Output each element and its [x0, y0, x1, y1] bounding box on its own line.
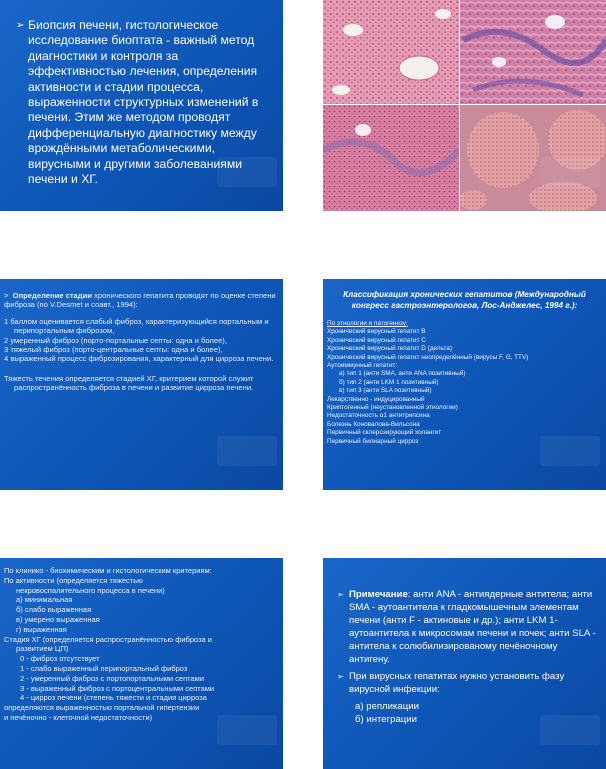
slide-classification — [323, 279, 606, 490]
list-item: Стадия ХГ (определяется распространённостью фиброза и — [4, 634, 212, 644]
slide-criteria — [0, 558, 283, 769]
list-item: 0 - фиброз отсутствует — [20, 654, 100, 664]
intro-bold: Определение стадии — [12, 291, 92, 300]
phase-paragraph — [337, 670, 596, 696]
criteria-list — [4, 566, 279, 723]
list-item: развитием ЦП) — [16, 644, 69, 654]
histology-image-bottom-left — [323, 105, 459, 211]
bullet-arrow-icon: ➢ — [337, 672, 344, 681]
list-item: 1 - слабо выраженный перипортальный фиброз — [20, 663, 188, 673]
note-rest: : анти ANA - антиядерные антитела; анти SMA - аутоантитела к гладкомышечным элементам печени (анти F - актиновые и др.); анти LKM 1- аутоантитела к микросомам печени и почек; анти SLA - антитела к солюбилизированому печёночному антигену. — [349, 589, 596, 665]
histology-collage — [323, 0, 606, 211]
histology-image-top-left — [323, 0, 459, 104]
fibrosis-item: 2 умеренный фиброз (порто-портальные септы: одна и более), — [4, 335, 227, 345]
fibrosis-item: 4 выраженный процесс фиброзирования, характерный для цирроза печени. — [4, 354, 274, 364]
list-item: в) умерено выраженная — [16, 614, 100, 624]
note-content — [337, 588, 596, 726]
list-item: и печёночно - клеточной недостаточности) — [4, 712, 153, 722]
note-paragraph — [337, 588, 596, 666]
bullet-arrow-icon: ➢ — [16, 20, 25, 31]
biopsy-text: Биопсия печени, гистологическое исследование биоптата - важный метод диагностики и контроля за эффективностью лечения, определения активности и стадии процесса, выраженности структурных изменений в печени. Этим же методом проводят дифференциальную диагностику между врождёнными метаболическими, вирусными и другими заболеваниями печени и ХГ. — [28, 18, 259, 187]
list-item: некровоспалительного процесса в печени) — [16, 585, 165, 595]
list-item: в) тип 3 (анти SLA позитивный) — [339, 387, 432, 395]
list-item: 4 - цирроз печени (степень тяжести и стадия цирроза — [20, 693, 207, 703]
classification-list — [327, 320, 602, 446]
list-item: По активности (определяется тяжестью — [4, 575, 143, 585]
list-item: 3 - выраженный фиброз с портоцентральными септами — [20, 683, 215, 693]
list-item: а) тип 1 (анти SMA, анти ANA позитивный) — [339, 370, 466, 378]
list-item: Первичный склерозирующий холангит — [327, 429, 442, 437]
list-item: определяются выраженностью портальной гипертензии — [4, 703, 200, 713]
list-item: г) выраженная — [16, 624, 67, 634]
list-item: Лекарственно - индуцированный — [327, 395, 425, 403]
list-item: Хронический вирусный гепатит С — [327, 336, 426, 344]
list-item: Аутоиммунный гепатит: — [327, 362, 398, 370]
slide-note — [323, 558, 606, 769]
classification-title: Классификация хронических гепатитов (Международный конгресс гастроэнтерологов, Лос-Анджелес, 1994 г.): — [343, 290, 586, 310]
note-bold: Примечание — [349, 589, 408, 600]
slide-biopsy — [0, 0, 283, 211]
list-item: Хронический вирусный гепатит В — [327, 328, 426, 336]
fibrosis-item: 3 тяжелый фиброз (порто-центральные септы: одна и более), — [4, 345, 223, 355]
list-item: Хронический вирусный гепатит D (дельта) — [327, 345, 452, 353]
list-item: По клинико - биохимическим и гистологическим критериям: — [4, 566, 212, 575]
histology-image-bottom-right — [459, 105, 606, 211]
biopsy-paragraph — [16, 18, 271, 187]
phase-item: а) репликации — [355, 701, 419, 712]
histology-image-top-right — [460, 0, 606, 104]
slide-fibrosis-stage — [0, 279, 283, 490]
list-item: Хронический вирусный гепатит неопределённый (вирусы F, G, TTV) — [327, 353, 529, 361]
phase-text: При вирусных гепатитах нужно установить фазу вирусной инфекции: — [349, 671, 565, 695]
list-item: Криптогенный (неустановленной этиологии) — [327, 404, 458, 412]
bullet-arrow-icon: > — [4, 291, 9, 300]
fibrosis-conclusion: Тяжесть течения определяется стадией ХГ, критерием которой служит распространённость фиброза в печени и развитие цирроза печени. — [4, 373, 254, 393]
list-item: По этиологии и патогенезу: — [327, 320, 408, 327]
list-item: Недостаточность α1 антитрипсина — [327, 412, 430, 420]
fibrosis-intro — [4, 291, 277, 310]
list-item: Болезнь Коновалова-Вильсона — [327, 420, 420, 428]
fibrosis-text — [4, 291, 277, 393]
intro-rest: хронического гепатита проводят по оценке степени фиброза (по V.Desmet и соавт., 1994): — [4, 291, 276, 310]
phase-item: б) интеграции — [355, 714, 418, 725]
list-item: б) тип 2 (анти LKM 1 позитивный) — [339, 378, 439, 386]
list-item: б) слабо выраженная — [16, 605, 92, 615]
list-item: а) минимальная — [16, 595, 73, 605]
list-item: 2 - умеренный фиброз с портопортальными септами — [20, 673, 205, 683]
slide-histology-images — [323, 0, 606, 211]
list-item: Первичный билиарный цирроз — [327, 437, 419, 445]
bullet-arrow-icon: ➢ — [337, 590, 344, 599]
fibrosis-item: 1 баллом оценивается слабый фиброз, характеризующийся портальным и перипортальным фиброзом, — [4, 316, 269, 336]
